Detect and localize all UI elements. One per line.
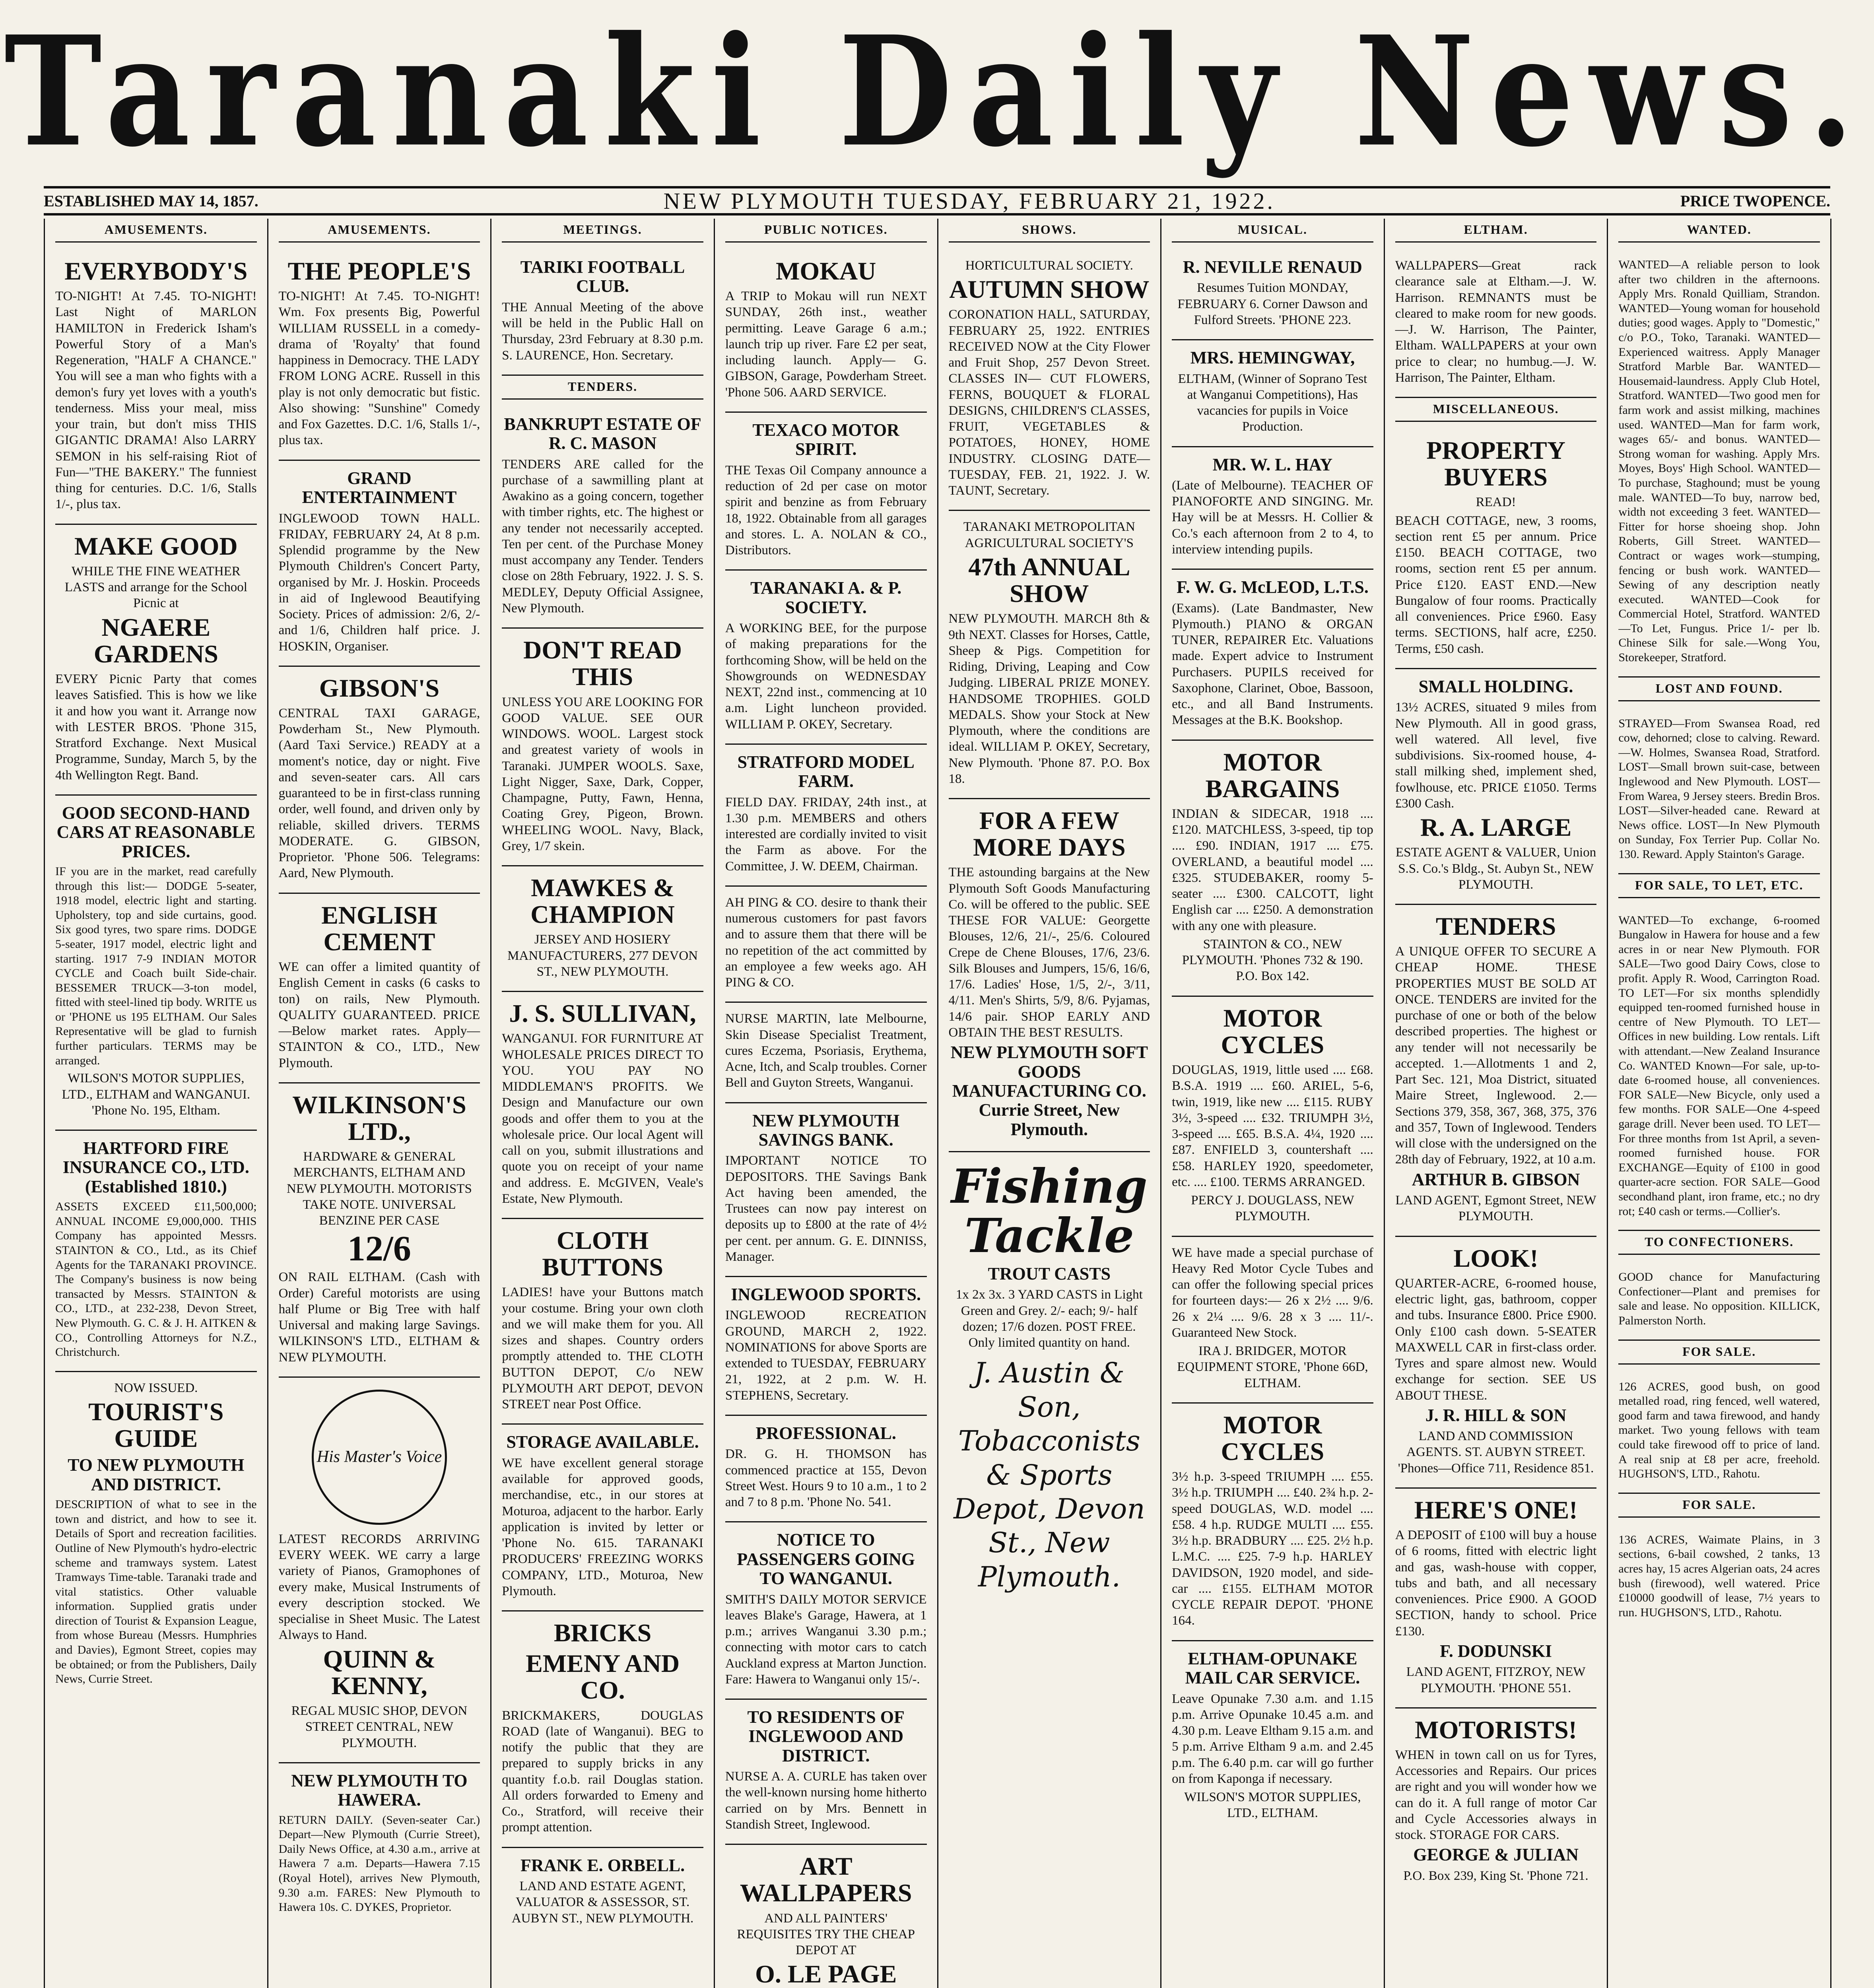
- advert-body: BEACH COTTAGE, new, 3 rooms, section rent £5 per annum. Price £150. BEACH COTTAGE, two rooms, section rent £5 per annum. Price £120. EAST END.—New Bungalow of four rooms. Practically all conveniences. Price £960. Easy terms. SECTIONS, half acre, £250. Terms, £50 cash.: [1395, 513, 1597, 656]
- advert-motor-cycles-eltham: [1172, 1404, 1373, 1641]
- advert-second-hand-cars: [55, 796, 257, 1131]
- advert-body: INDIAN & SIDECAR, 1918 .... £120. MATCHLESS, 3-speed, tip top .... £90. INDIAN, 1917 .... £75. OVERLAND, a beautiful model .... £325. STUDEBAKER, roomy 5-seater .... £300. CALCOTT, light English car .... £250. A demonstration with any one with pleasure.: [1172, 806, 1373, 933]
- advert-title: Fishing Tackle: [951, 1159, 1148, 1264]
- advert-title: TEXACO MOTOR SPIRIT.: [752, 420, 899, 459]
- advert-body: BRICKMAKERS, DOUGLAS ROAD (late of Wanganui). BEG to notify the public that they are prepared to supply bricks in any quantity f.o.b. rail Douglas station. All orders forwarded to Emeny and Co., Stratford, will receive their prompt attention.: [502, 1708, 703, 1835]
- advert-taranaki-ap-society: [725, 571, 927, 745]
- column-3: [491, 219, 715, 1988]
- advert-fishing-tackle: [949, 1152, 1150, 1603]
- advert-body: CENTRAL TAXI GARAGE, Powderham St., New Plymouth. (Aard Taxi Service.) READY at a moment's notice, day or night. Five and seven-seater cars. All cars guaranteed to be in first-class running order, well found, and driven only by reliable, skilled drivers. TERMS MODERATE. G. GIBSON, Proprietor. 'Phone 506. Telegrams: Aard, New Plymouth.: [278, 706, 480, 881]
- advert-price: 12/6: [347, 1229, 411, 1269]
- advert-cloth-buttons: [502, 1219, 703, 1425]
- advert-body: NURSE A. A. CURLE has taken over the well-known nursing home hitherto carried on by Mrs. Bennett in Standish Street, Inglewood.: [725, 1769, 927, 1832]
- established-date: ESTABLISHED MAY 14, 1857.: [44, 192, 258, 210]
- advert-body: WANTED—To exchange, 6-roomed Bungalow in Hawera for house and a few acres in or near New Plymouth. FOR SALE—Two good Dairy Cows, close to profit. Apply R. Wood, Carrington Road. TO LET—For six months splendidly equipped ten-roomed furnished house in centre of New Plymouth. TO LET—Offices in new building. Low rentals. Lift with attendant.—New Zealand Insurance Co. WANTED Known—For sale, up-to-date 6-roomed house, all conveniences. FOR SALE—New Bicycle, only used a few months. FOR SALE—One 4-speed garage drill. Never been used. TO LET—For three months from 1st April, a seven-roomed furnished house. FOR EXCHANGE—Equity of £100 in good quarter-acre section. FOR SALE—Good secondhand plant, iron frame, etc.; no dry rot; £40 cash or terms.—Collier's.: [1618, 913, 1820, 1218]
- advert-title: ART WALLPAPERS: [740, 1852, 912, 1907]
- advert-signature: ARTHUR B. GIBSON: [1412, 1169, 1580, 1189]
- advert-body: WALLPAPERS—Great rack clearance sale at Eltham.—J. W. Harrison. REMNANTS must be cleared to make room for new goods.—J. W. Harrison, The Painter, Eltham. WALLPAPERS at your own price to clear; no humbug.—J. W. Harrison, The Painter, Eltham.: [1395, 258, 1597, 385]
- column-heading-miscellaneous: MISCELLANEOUS.: [1395, 398, 1597, 422]
- advert-ngaere-gardens: [55, 525, 257, 796]
- advert-motor-bargains: [1172, 741, 1373, 997]
- column-heading: PUBLIC NOTICES.: [725, 219, 927, 243]
- column-heading: WANTED.: [1618, 219, 1820, 243]
- advert-title: TO RESIDENTS OF INGLEWOOD AND DISTRICT.: [747, 1707, 905, 1765]
- advert-body: FIELD DAY. FRIDAY, 24th inst., at 1.30 p.m. MEMBERS and others interested are cordially invited to visit the Farm as above. For the Committee, J. W. DEEM, Chairman.: [725, 795, 927, 874]
- advert-body: EVERY Picnic Party that comes leaves Satisfied. This is how we like it and how you want it. Arrange now with LESTER BROS. 'Phone 315, Stratford Exchange. Next Musical Programme, Sunday, March 5, by the 4th Wellington Regt. Band.: [55, 672, 257, 782]
- advert-small-holding: [1395, 669, 1597, 905]
- advert-title: FOR A FEW MORE DAYS: [973, 806, 1126, 862]
- column-2: [268, 219, 492, 1988]
- advert-gibsons: [279, 667, 480, 894]
- column-heading-for-sale-3: FOR SALE.: [1618, 1494, 1820, 1518]
- advert-body: ASSETS EXCEED £11,500,000; ANNUAL INCOME £9,000,000. THIS Company has appointed Messrs. STAINTON & CO., Ltd., as its Chief Agents for the TARANAKI PROVINCE. The Company's business is now being transacted by Messrs. STAINTON & CO., LTD., at 232-238, Devon Street, New Plymouth. G. C. & J. H. AITKEN & CO., Controlling Attorneys for N.Z., Christchurch.: [55, 1200, 257, 1359]
- advert-title: HERE'S ONE!: [1414, 1495, 1578, 1524]
- advert-body: AH PING & CO. desire to thank their numerous customers for past favors and to assure them that there will be no repetition of the act committed by an employee a few weeks ago. AH PING & CO.: [725, 895, 927, 990]
- advert-tourists-guide: [55, 1372, 257, 1698]
- advert-title: 47th ANNUAL SHOW: [968, 552, 1130, 608]
- advert-confectioners: [1618, 1262, 1820, 1340]
- column-heading: MUSICAL.: [1172, 219, 1373, 243]
- advert-dont-read-this: [502, 629, 703, 866]
- advert-body: 1x 2x 3x. 3 YARD CASTS in Light Green and Grey. 2/- each; 9/- half dozen; 17/6 dozen. POST FREE. Only limited quantity on hand.: [955, 1287, 1143, 1350]
- advert-title: FRANK E. ORBELL.: [520, 1855, 685, 1875]
- advert-title: MOTOR BARGAINS: [1205, 747, 1340, 803]
- advert-mawkes-champion: [502, 866, 703, 992]
- advert-title: THE PEOPLE'S: [287, 257, 471, 285]
- advert-inglewood-sports: [725, 1277, 927, 1416]
- advert-136-acres: [1618, 1525, 1820, 1631]
- advert-nurse-martin: [725, 1003, 927, 1103]
- advert-title: LOOK!: [1453, 1244, 1538, 1272]
- advert-signature: R. A. LARGE: [1420, 813, 1572, 842]
- advert-mcleod: [1172, 570, 1373, 740]
- advert-title: GIBSON'S: [319, 674, 440, 702]
- advert-body: TENDERS ARE called for the purchase of a sawmilling plant at Awakino as a going concern, together with timber rights, etc. The highest or any tender not necessarily accepted. Ten per cent. of the Purchase Money must accompany any Tender. Tenders close on 28th February, 1922. J. S. S. MEDLEY, Deputy Official Assignee, New Plymouth.: [502, 457, 703, 615]
- advert-storage-available: [502, 1425, 703, 1611]
- advert-signature-2: ESTATE AGENT & VALUER, Union S.S. Co.'s Bldg., St. Aubyn St., NEW PLYMOUTH.: [1395, 845, 1596, 892]
- advert-title: MAWKES & CHAMPION: [530, 874, 675, 929]
- advert-autumn-show: [949, 250, 1150, 511]
- advert-title: PROFESSIONAL.: [755, 1423, 896, 1443]
- advert-body: DESCRIPTION of what to see in the town and district, and how to see it. Details of Sport and recreation facilities. Outline of New Plymouth's hydro-electric scheme and tramways system. Latest Tramways Time-table. Taranaki trade and vital statistics. Other valuable information. Supplied gratis under direction of Tourist & Expansion League, from whose Bureau (Messrs. Humphries and Davies), Egmont Street, copies may be obtained; or from the Publishers, Daily News, Currie Street.: [55, 1498, 257, 1686]
- advert-body: WANGANUI. FOR FURNITURE AT WHOLESALE PRICES DIRECT TO YOU. YOU PAY NO MIDDLEMAN'S PROFITS. We Design and Manufacture our own goods and offer them to you at the wholesale price. Our local Agent will call on you, submit illustrations and quote you on receipt of your name and address. E. McGIVEN, Veale's Estate, New Plymouth.: [502, 1031, 703, 1206]
- advert-body: DR. G. H. THOMSON has commenced practice at 155, Devon Street West. Hours 9 to 10 a.m., 1 to 2 and 7 to 8 p.m. 'Phone No. 541.: [725, 1447, 927, 1510]
- advert-body: STRAYED—From Swansea Road, red cow, dehorned; close to calving. Reward.—W. Holmes, Swansea Road, Stratford. LOST—Small brown suit-case, between Inglewood and New Plymouth. LOST—From Warea, 9 Jersey steers. Bredin Bros. LOST—Silver-headed cane. Reward at News office. LOST—In New Plymouth on Sunday, Fox Terrier Pup. Collar No. 130. Reward. Apply Stainton's Garage.: [1618, 716, 1820, 861]
- advert-title: NEW PLYMOUTH SAVINGS BANK.: [752, 1110, 900, 1149]
- advert-body: THE Annual Meeting of the above will be held in the Public Hall on Thursday, 23rd February at 8.30 p.m. S. LAURENCE, Hon. Secretary.: [502, 300, 703, 363]
- advert-body: UNLESS YOU ARE LOOKING FOR GOOD VALUE. SEE OUR WINDOWS. WOOL. Largest stock and greatest variety of wools in Taranaki. JUMPER WOOLS. Saxe, Light Nigger, Saxe, Dark, Copper, Champagne, Putty, Fawn, Henna, Coating Grey, Pigeon, Brown. WHEELING WOOL. Navy, Black, Grey, 1/7 skein.: [502, 695, 703, 853]
- advert-body: IF you are in the market, read carefully through this list:— DODGE 5-seater, 1918 model, electric light and starting. Upholstery, top and side curtains, good. Six good tyres, two spare rims. DODGE 5-seater, 1917 model, electric light and starting. 1917 7-9 INDIAN MOTOR CYCLE and Coach built Side-chair. BESSEMER TRUCK—3-ton model, fitted with steel-lined tip body. WRITE us or 'PHONE us 195 ELTHAM. Our Sales Representative will be glad to furnish further particulars. TERMS may be arranged.: [55, 864, 257, 1067]
- issue-date: NEW PLYMOUTH TUESDAY, FEBRUARY 21, 1922.: [663, 188, 1275, 214]
- advert-title: AUTUMN SHOW: [949, 275, 1150, 304]
- column-heading: AMUSEMENTS.: [279, 219, 480, 243]
- his-masters-voice-logo: His Master's Voice: [312, 1390, 447, 1525]
- advert-motor-cycles-douglass: [1172, 997, 1373, 1237]
- advert-title: STORAGE AVAILABLE.: [506, 1432, 699, 1452]
- newspaper-title: Taranaki Daily News.: [4, 2, 1870, 181]
- advert-body: GOOD chance for Manufacturing Confectioner—Plant and premises for sale and lease. No opposition. KILLICK, Palmerston North.: [1618, 1270, 1820, 1327]
- column-4: [715, 219, 938, 1988]
- advert-signature: REGAL MUSIC SHOP, DEVON STREET CENTRAL, NEW PLYMOUTH.: [291, 1704, 468, 1750]
- advert-texaco: [725, 413, 927, 571]
- advert-body: NURSE MARTIN, late Melbourne, Skin Disease Specialist Treatment, cures Eczema, Psoriasis, Erythema, Acne, Itch, and Scalp troubles. Corner Bell and Guyton Streets, Wanganui.: [725, 1011, 927, 1090]
- advert-title: MOTOR CYCLES: [1221, 1004, 1324, 1059]
- advert-passengers-wanganui: [725, 1522, 927, 1700]
- column-heading-confectioners: TO CONFECTIONERS.: [1618, 1231, 1820, 1255]
- advert-title: DON'T READ THIS: [523, 636, 682, 691]
- advert-title: PROPERTY BUYERS: [1426, 436, 1565, 491]
- advert-title: MOTORISTS!: [1415, 1715, 1577, 1744]
- advert-body: INGLEWOOD TOWN HALL. FRIDAY, FEBRUARY 24, At 8 p.m. Splendid programme by the New Plymouth Children's Concert Party, organised by Mr. J. Hoskin. Proceeds in aid of Inglewood Beautifying Society. Prices of admission: 2/6, 2/- and 1/6, Children half price. J. HOSKIN, Organiser.: [278, 511, 480, 654]
- advert-quinn-kenny: [279, 1378, 480, 1763]
- advert-signature-2: P.O. Box 239, King St. 'Phone 721.: [1403, 1868, 1589, 1883]
- advert-signature-2: LAND AGENT, Egmont Street, NEW PLYMOUTH.: [1395, 1193, 1596, 1224]
- advert-title: INGLEWOOD SPORTS.: [731, 1285, 921, 1305]
- advert-everybodys: [55, 250, 257, 525]
- advert-savings-bank: [725, 1103, 927, 1277]
- advert-body: NEW PLYMOUTH. MARCH 8th & 9th NEXT. Classes for Horses, Cattle, Sheep & Pigs. Competition for Riding, Driving, Leaping and Cow Judging. LIBERAL PRIZE MONEY. HANDSOME TROPHIES. GOLD MEDALS. Show your Stock at New Plymouth, where the conditions are ideal. WILLIAM P. OKEY, Secretary, New Plymouth. 'Phone 87. P.O. Box 18.: [948, 612, 1150, 786]
- column-heading: MEETINGS.: [502, 219, 703, 243]
- advert-wallpapers-harrison: [1395, 250, 1597, 398]
- advert-body: WE have excellent general storage available for approved goods, merchandise, etc., in our stores at Moturoa, adjacent to the harbor. Early application is invited by letter or 'Phone No. 615. TARANAKI PRODUCERS' FREEZING WORKS COMPANY, LTD., Moturoa, New Plymouth.: [502, 1456, 703, 1598]
- advert-bricks: [502, 1611, 703, 1848]
- advert-title: NOTICE TO PASSENGERS GOING TO WANGANUI.: [737, 1530, 915, 1588]
- advert-title: F. W. G. McLEOD, L.T.S.: [1176, 577, 1369, 597]
- advert-mrs-hemingway: [1172, 340, 1373, 447]
- advert-title: QUINN & KENNY,: [323, 1644, 436, 1700]
- advert-title: MAKE GOOD: [74, 532, 238, 560]
- advert-body: WE have made a special purchase of Heavy Red Motor Cycle Tubes and can offer the following special prices for fourteen days:— 26 x 2½ .... 9/6. 26 x 2¼ .... 9/6. 28 x 3 .... 11/-. Guaranteed New Stock.: [1172, 1245, 1373, 1340]
- advert-body: Leave Opunake 7.30 a.m. and 1.15 p.m. Arrive Opunake 10.45 a.m. and 4.30 p.m. Leave Eltham 9.15 a.m. and 5 p.m. Arrive Eltham 9 a.m. and 2.45 p.m. The 6.40 p.m. car will go further on from Kaponga if necessary.: [1172, 1691, 1373, 1786]
- advert-body: A WORKING BEE, for the purpose of making preparations for the forthcoming Show, will be held on the Showgrounds on WEDNESDAY NEXT, 22nd inst., commencing at 10 a.m. Light luncheon provided. WILLIAM P. OKEY, Secretary.: [725, 621, 927, 732]
- advert-title: TENDERS: [1435, 912, 1556, 941]
- advert-body: TO-NIGHT! At 7.45. TO-NIGHT! Wm. Fox presents Big, Powerful WILLIAM RUSSELL in a comedy-drama of 'Royalty' that found happiness in Democracy. THE LADY FROM LONG ACRE. Russell in this play is not only democratic but fistic. Also showing: "Sunshine" Comedy and Fox Gazettes. D.C. 1/6, Stalls 1/-, plus tax.: [278, 289, 480, 448]
- advert-title: GOOD SECOND-HAND CARS AT REASONABLE PRICES.: [56, 803, 256, 861]
- column-heading: ELTHAM.: [1395, 219, 1597, 243]
- handwritten-signature: J. Austin & Son, Tobacconists & Sports Depot, Devon St., New Plymouth.: [954, 1357, 1145, 1593]
- advert-wl-hay: [1172, 447, 1373, 570]
- advert-subtitle: WHILE THE FINE WEATHER LASTS and arrange for the School Picnic at: [64, 564, 247, 611]
- price: PRICE TWOPENCE.: [1680, 192, 1830, 210]
- classifieds-for-sale: [1618, 905, 1820, 1231]
- advert-hartford-insurance: [55, 1131, 257, 1372]
- advert-title: MOTOR CYCLES: [1221, 1410, 1324, 1466]
- advert-title: ENGLISH CEMENT: [321, 901, 437, 956]
- advert-english-cement: [279, 894, 480, 1083]
- advert-body: A UNIQUE OFFER TO SECURE A CHEAP HOME. THESE PROPERTIES MUST BE SOLD AT ONCE. TENDERS are invited for the purchase of one or both of the below described properties. The highest or any tender will not necessarily be accepted. 1.—Allotments 1 and 2, Part Sec. 121, Moa District, situated Maire Street, Inglewood. 2.—Sections 379, 358, 367, 368, 375, 376 and 357, Town of Inglewood. Tenders will close with the undersigned on the 28th day of February, 1922, at 10 a.m.: [1395, 944, 1597, 1167]
- columns: [44, 219, 1831, 1988]
- column-6: [1161, 219, 1385, 1988]
- advert-body: Resumes Tuition MONDAY, FEBRUARY 6. Corner Dawson and Fulford Streets. 'PHONE 223.: [1177, 281, 1368, 327]
- advert-body: WHEN in town call on us for Tyres, Accessories and Repairs. Our prices are right and you will wonder how we can do it. A full range of motor Car and Cycle Accessories always in stock. STORAGE FOR CARS.: [1395, 1747, 1597, 1842]
- advert-body: LADIES! have your Buttons match your costume. Bring your own cloth and we will make them for you. All sizes and shapes. Country orders promptly attended to. THE CLOTH BUTTON DEPOT, C/o NEW PLYMOUTH ART DEPOT, DEVON STREET near Post Office.: [502, 1285, 703, 1412]
- advert-title: MR. W. L. HAY: [1212, 454, 1333, 474]
- advert-title: BRICKS: [553, 1619, 652, 1647]
- advert-title-2: NGAERE GARDENS: [93, 613, 218, 668]
- advert-body: QUARTER-ACRE, 6-roomed house, electric light, gas, bathroom, copper and tubs. Insurance £800. Price £900. Only £100 cash down. 5-SEATER MAXWELL CAR in first-class order. Tyres and spare almost new. Would exchange for section. SEE US ABOUT THESE.: [1395, 1276, 1597, 1403]
- advert-title: TOURIST'S GUIDE: [88, 1397, 224, 1453]
- advert-body: INGLEWOOD RECREATION GROUND, MARCH 2, 1922. NOMINATIONS for above Sports are extended to TUESDAY, FEBRUARY 21, 1922, at 2 p.m. W. H. STEPHENS, Secretary.: [725, 1308, 927, 1403]
- column-8: [1608, 219, 1831, 1988]
- advert-title: BANKRUPT ESTATE OF R. C. MASON: [504, 414, 701, 453]
- column-heading: SHOWS.: [949, 219, 1150, 243]
- advert-ah-ping: [725, 887, 927, 1003]
- advert-js-sullivan: [502, 992, 703, 1219]
- advert-signature: STAINTON & CO., NEW PLYMOUTH. 'Phones 732 & 190. P.O. Box 142.: [1182, 937, 1363, 984]
- advert-annual-show: [949, 511, 1150, 799]
- advert-body: AND ALL PAINTERS' REQUISITES TRY THE CHEAP DEPOT AT: [737, 1911, 915, 1958]
- advert-soft-goods: [949, 799, 1150, 1152]
- advert-grand-entertainment: [279, 461, 480, 667]
- column-heading-lost-found: LOST AND FOUND.: [1618, 678, 1820, 701]
- advert-subtitle: READ!: [1476, 495, 1516, 510]
- advert-title: R. NEVILLE RENAUD: [1183, 257, 1362, 277]
- advert-title: TARIKI FOOTBALL CLUB.: [520, 257, 685, 296]
- advert-property-buyers: [1395, 429, 1597, 669]
- advert-title: TARANAKI A. & P. SOCIETY.: [750, 578, 902, 617]
- advert-signature: O. LE PAGE: [755, 1960, 897, 1988]
- dateline-bar: [44, 186, 1830, 215]
- advert-signature: F. DODUNSKI: [1440, 1641, 1552, 1661]
- advert-signature: GEORGE & JULIAN: [1413, 1845, 1579, 1865]
- advert-body: SMITH'S DAILY MOTOR SERVICE leaves Blake's Garage, Hawera, at 1 p.m.; arrives Wanganui 3.30 p.m.; connecting with motor cars to catch Auckland express at Marton Junction. Fare: Hawera to Wanganui only 15/-.: [725, 1592, 927, 1687]
- column-5: [938, 219, 1162, 1988]
- advert-art-wallpapers: [725, 1845, 927, 1988]
- advert-body: A DEPOSIT of £100 will buy a house of 6 rooms, fitted with electric light and gas, wash-house with copper, tubs and bath, and all necessary conveniences. Price £900. A GOOD SECTION, handy to school. Price £130.: [1395, 1528, 1597, 1639]
- advert-signature: J. R. HILL & SON: [1425, 1405, 1567, 1425]
- advert-body: 3½ h.p. 3-speed TRIUMPH .... £55. 3½ h.p. TRIUMPH .... £40. 2¾ h.p. 2-speed DOUGLAS, W.D. model .... £58. 4 h.p. RUDGE MULTI .... £55. 3½ h.p. BRADBURY .... £25. 2½ h.p. L.M.C. .... £25. 7-9 h.p. HARLEY DAVIDSON, 1920 model, and side-car .... £155. ELTHAM MOTOR CYCLE REPAIR DEPOT. 'PHONE 164.: [1172, 1470, 1373, 1628]
- advert-signature: PERCY J. DOUGLASS, NEW PLYMOUTH.: [1191, 1193, 1354, 1224]
- advert-body: CORONATION HALL, SATURDAY, FEBRUARY 25, 1922. ENTRIES RECEIVED NOW at the City Flower and Fruit Shop, 257 Devon Street. CLASSES IN— CUT FLOWERS, FERNS, BOUQUET & FLORAL DESIGNS, CHILDREN'S CLASSES, FRUIT, VEGETABLES & POTATOES, HONEY, HOME INDUSTRY. CLOSING DATE—TUESDAY, FEB. 21, 1922. J. W. TAUNT, Secretary.: [948, 307, 1150, 498]
- classifieds-lost-found: [1618, 709, 1820, 874]
- advert-stratford-model-farm: [725, 745, 927, 887]
- advert-signature-2: LAND AND COMMISSION AGENTS. ST. AUBYN STREET. 'Phones—Office 711, Residence 851.: [1398, 1429, 1594, 1475]
- advert-body: TO-NIGHT! At 7.45. TO-NIGHT! Last Night of MARLON HAMILTON in Frederick Isham's Powerful Story of a Man's Regeneration, "HALF A CHANCE." You will see a man who fights with a demon's fury yet loves with a youth's tenderness. Miss your meal, miss your train, but don't miss THIS GIGANTIC DRAMA! Also LARRY SEMON in his self-raising Riot of Fun—"THE BAKERY." The funniest thing for centuries. D.C. 1/6, Stalls 1/-, plus tax.: [55, 289, 257, 512]
- masthead: [0, 0, 1874, 183]
- advert-body-2: ON RAIL ELTHAM. (Cash with Order) Careful motorists are using half Plume or Big Tree with half Universal and making large Savings. WILKINSON'S LTD., ELTHAM & NEW PLYMOUTH.: [278, 1270, 480, 1365]
- column-heading-for-sale: FOR SALE, TO LET, ETC.: [1618, 874, 1820, 898]
- advert-body: ELTHAM, (Winner of Soprano Test at Wanganui Competitions), Has vacancies for pupils in Voice Production.: [1178, 371, 1367, 434]
- advert-kicker: HORTICULTURAL SOCIETY.: [965, 258, 1133, 273]
- advert-signature: WILSON'S MOTOR SUPPLIES, LTD., ELTHAM and WANGANUI. 'Phone No. 195, Eltham.: [62, 1071, 251, 1118]
- advert-body: (Late of Melbourne). TEACHER OF PIANOFORTE AND SINGING. Mr. Hay will be at Messrs. H. Collier & Co.'s each afternoon from 2 to 4, to interview intending pupils.: [1172, 478, 1373, 557]
- advert-bankrupt-estate: [502, 407, 703, 629]
- advert-body: IMPORTANT NOTICE TO DEPOSITORS. THE Savings Bank Act having been amended, the Trustees can now pay interest on deposits up to £800 at the rate of 4½ per cent. per annum. G. E. DINNISS, Manager.: [725, 1153, 927, 1264]
- advert-body: HARDWARE & GENERAL MERCHANTS, ELTHAM AND NEW PLYMOUTH. MOTORISTS TAKE NOTE. UNIVERSAL BENZINE PER CASE: [287, 1149, 472, 1228]
- advert-tenders-gibson: [1395, 905, 1597, 1237]
- advert-tariki-football: [502, 250, 703, 376]
- advert-title: MOKAU: [775, 257, 876, 285]
- advert-heres-one: [1395, 1489, 1597, 1708]
- advert-title: ELTHAM-OPUNAKE MAIL CAR SERVICE.: [1185, 1648, 1360, 1688]
- advert-title: STRATFORD MODEL FARM.: [737, 752, 915, 791]
- advert-bridger: [1172, 1237, 1373, 1404]
- advert-title: EVERYBODY'S: [64, 257, 248, 285]
- column-heading-tenders: TENDERS.: [502, 376, 703, 400]
- advert-mail-car-service: [1172, 1641, 1373, 1833]
- advert-title: WILKINSON'S LTD.,: [292, 1090, 466, 1145]
- advert-body: (Exams). (Late Bandmaster, New Plymouth.) PIANO & ORGAN TUNER, REPAIRER Etc. Valuations made. Expert advice to Instrument Purchasers. PUPILS received for Saxophone, Clarinet, Oboe, Bassoon, etc., and all Band Instruments. Messages at the B.K. Bookshop.: [1172, 601, 1373, 728]
- classifieds-wanted: [1618, 250, 1820, 678]
- advert-body: THE astounding bargains at the New Plymouth Soft Goods Manufacturing Co. will be offered to the public. SEE THESE FOR VALUE: Georgette Blouses, 12/6, 21/-, 25/6. Coloured Crepe de Chene Blouses, 17/6, 23/6. Silk Blouses and Jumpers, 15/6, 16/6, 17/6. Ladies' Hose, 1/5, 2/-, 3/11, 4/11. Men's Shirts, 5/9, 8/6. Pyjamas, 14/6 pair. SHOP EARLY AND OBTAIN THE BEST RESULTS.: [948, 865, 1150, 1040]
- advert-title: GRAND ENTERTAINMENT: [302, 468, 457, 507]
- advert-motorists: [1395, 1708, 1597, 1895]
- advert-mokau: [725, 250, 927, 413]
- advert-neville-renaud: [1172, 250, 1373, 340]
- advert-frank-orbell: [502, 1848, 703, 1938]
- advert-residents-inglewood: [725, 1700, 927, 1845]
- advert-professional: [725, 1416, 927, 1522]
- advert-new-plymouth-hawera: [279, 1763, 480, 1926]
- advert-title: SMALL HOLDING.: [1418, 676, 1573, 696]
- advert-title: HARTFORD FIRE INSURANCE CO., LTD. (Established 1810.): [62, 1138, 249, 1196]
- advert-kicker: NOW ISSUED.: [114, 1380, 198, 1395]
- advert-body: RETURN DAILY. (Seven-seater Car.) Depart—New Plymouth (Currie Street), Daily News Office, at 4.30 a.m., arrive at Hawera 7 a.m. Departs—Hawera 7.15 (Royal Hotel), arrives New Plymouth, 9.30 a.m. FARES: New Plymouth to Hawera 10s. C. DYKES, Proprietor.: [278, 1813, 480, 1914]
- column-heading: AMUSEMENTS.: [55, 219, 257, 243]
- advert-signature: WILSON'S MOTOR SUPPLIES, LTD., ELTHAM.: [1184, 1790, 1361, 1821]
- advert-title: CLOTH BUTTONS: [542, 1226, 663, 1281]
- advert-body: THE Texas Oil Company announce a reduction of 2d per case on motor spirit and benzine as from February 18, 1922. Obtainable from all garages and stores. L. A. NOLAN & CO., Distributors.: [725, 463, 927, 557]
- advert-body: JERSEY AND HOSIERY MANUFACTURERS, 277 DEVON ST., NEW PLYMOUTH.: [507, 932, 698, 979]
- advert-body: 13½ ACRES, situated 9 miles from New Plymouth. All in good grass, well watered. All level, five subdivisions. Six-roomed house, 4-stall milking shed, implement shed, fowlhouse, etc. PRICE £1050. Terms £300 Cash.: [1395, 700, 1597, 811]
- advert-body: 126 ACRES, good bush, on good metalled road, ring fenced, well watered, good farm and tawa firewood, and handy market. Two young fellows with team could take firewood off to price of land. A real snip at £8 per acre, freehold. HUGHSON'S, LTD., Rahotu.: [1618, 1380, 1820, 1481]
- advert-body: DOUGLAS, 1919, little used .... £68. B.S.A. 1919 .... £60. ARIEL, 5-6, twin, 1919, like new .... £115. RUBY 3½, 3-speed .... £32. TRIUMPH 3½, 3-speed .... £65. B.S.A. 4¼, 1920 .... £87. ENFIELD 3, countershaft .... £58. HARLEY 1920, speedometer, etc. .... £100. TERMS ARRANGED.: [1172, 1063, 1373, 1189]
- advert-subtitle: TO NEW PLYMOUTH AND DISTRICT.: [68, 1455, 245, 1494]
- advert-look: [1395, 1237, 1597, 1489]
- advert-title: NEW PLYMOUTH TO HAWERA.: [291, 1771, 468, 1810]
- advert-body: WE can offer a limited quantity of English Cement in casks (6 casks to ton) on rails, New Plymouth. QUALITY GUARANTEED. PRICE—Below market rates. Apply—STAINTON & CO., LTD., New Plymouth.: [278, 960, 480, 1070]
- advert-title: MRS. HEMINGWAY,: [1190, 348, 1355, 368]
- advert-body: WANTED—A reliable person to look after two children in the afternoons. Apply Mrs. Ronald Quilliam, Strandon. WANTED—Young woman for household duties; good wages. Apply to "Domestic," c/o P.O., Toko, Taranaki. WANTED—Experienced waitress. Apply Manager Stratford Marble Bar. WANTED—Housemaid-laundress. Apply Club Hotel, Stratford. WANTED—Two good men for farm work and assist milking, machines used. WANTED—Man for farm work, wages 65/- and bonus. WANTED—Strong woman for washing. Apply Mrs. Moyes, Boys' High School. WANTED—To purchase, Staghound; must be young male. WANTED—To buy, narrow bed, width not exceeding 3 feet. WANTED—Fitter for horse shoeing shop. John Roberts, Gill Street. WANTED—Contract or wages work—stumping, fencing or bush work. WANTED—Sewing of any description neatly executed. WANTED—Cook for Commercial Hotel, Stratford. WANTED—To Let, Fungus. Price 1/- per lb. Chinese Silk for sale.—Wong You, Storekeeper, Stratford.: [1618, 258, 1820, 664]
- advert-subtitle: TROUT CASTS: [988, 1264, 1111, 1283]
- advert-title: J. S. SULLIVAN,: [509, 999, 696, 1028]
- column-7: [1385, 219, 1608, 1988]
- column-1: [45, 219, 268, 1988]
- advert-wilkinsons: [279, 1083, 480, 1378]
- advert-title-2: EMENY AND CO.: [526, 1649, 680, 1705]
- advert-signature-2: LAND AGENT, FITZROY, NEW PLYMOUTH. 'PHONE 551.: [1406, 1665, 1586, 1695]
- advert-body: LAND AND ESTATE AGENT, VALUATOR & ASSESSOR, ST. AUBYN ST., NEW PLYMOUTH.: [511, 1879, 694, 1926]
- advert-body: 136 ACRES, Waimate Plains, in 3 sections, 6-bail cowshed, 2 tanks, 13 acres hay, 15 acres Algerian oats, 24 acres bush (firewood), well watered. Price £10000 goodwill of lease, 7½ years to run. HUGHSON'S, LTD., Rahotu.: [1618, 1533, 1820, 1619]
- advert-signature: IRA J. BRIDGER, MOTOR EQUIPMENT STORE, 'Phone 66D, ELTHAM.: [1177, 1344, 1368, 1390]
- advert-body: A TRIP to Mokau will run NEXT SUNDAY, 26th inst., weather permitting. Leave Garage 6 a.m.; launch trip up river. Fare £2 per seat, including launch. Apply— G. GIBSON, Garage, Powderham Street. 'Phone 506. AARD SERVICE.: [725, 289, 927, 400]
- advert-body: LATEST RECORDS ARRIVING EVERY WEEK. WE carry a large variety of Pianos, Gramophones of every make, Musical Instruments of every description stocked. We specialise in Sheet Music. The Latest Always to Hand.: [278, 1532, 480, 1642]
- advert-signature: NEW PLYMOUTH SOFT GOODS MANUFACTURING CO. Currie Street, New Plymouth.: [950, 1043, 1148, 1139]
- advert-the-peoples: [279, 250, 480, 461]
- column-heading-for-sale-2: FOR SALE.: [1618, 1341, 1820, 1365]
- advert-126-acres: [1618, 1372, 1820, 1494]
- advert-kicker: TARANAKI METROPOLITAN AGRICULTURAL SOCIETY'S: [963, 520, 1135, 550]
